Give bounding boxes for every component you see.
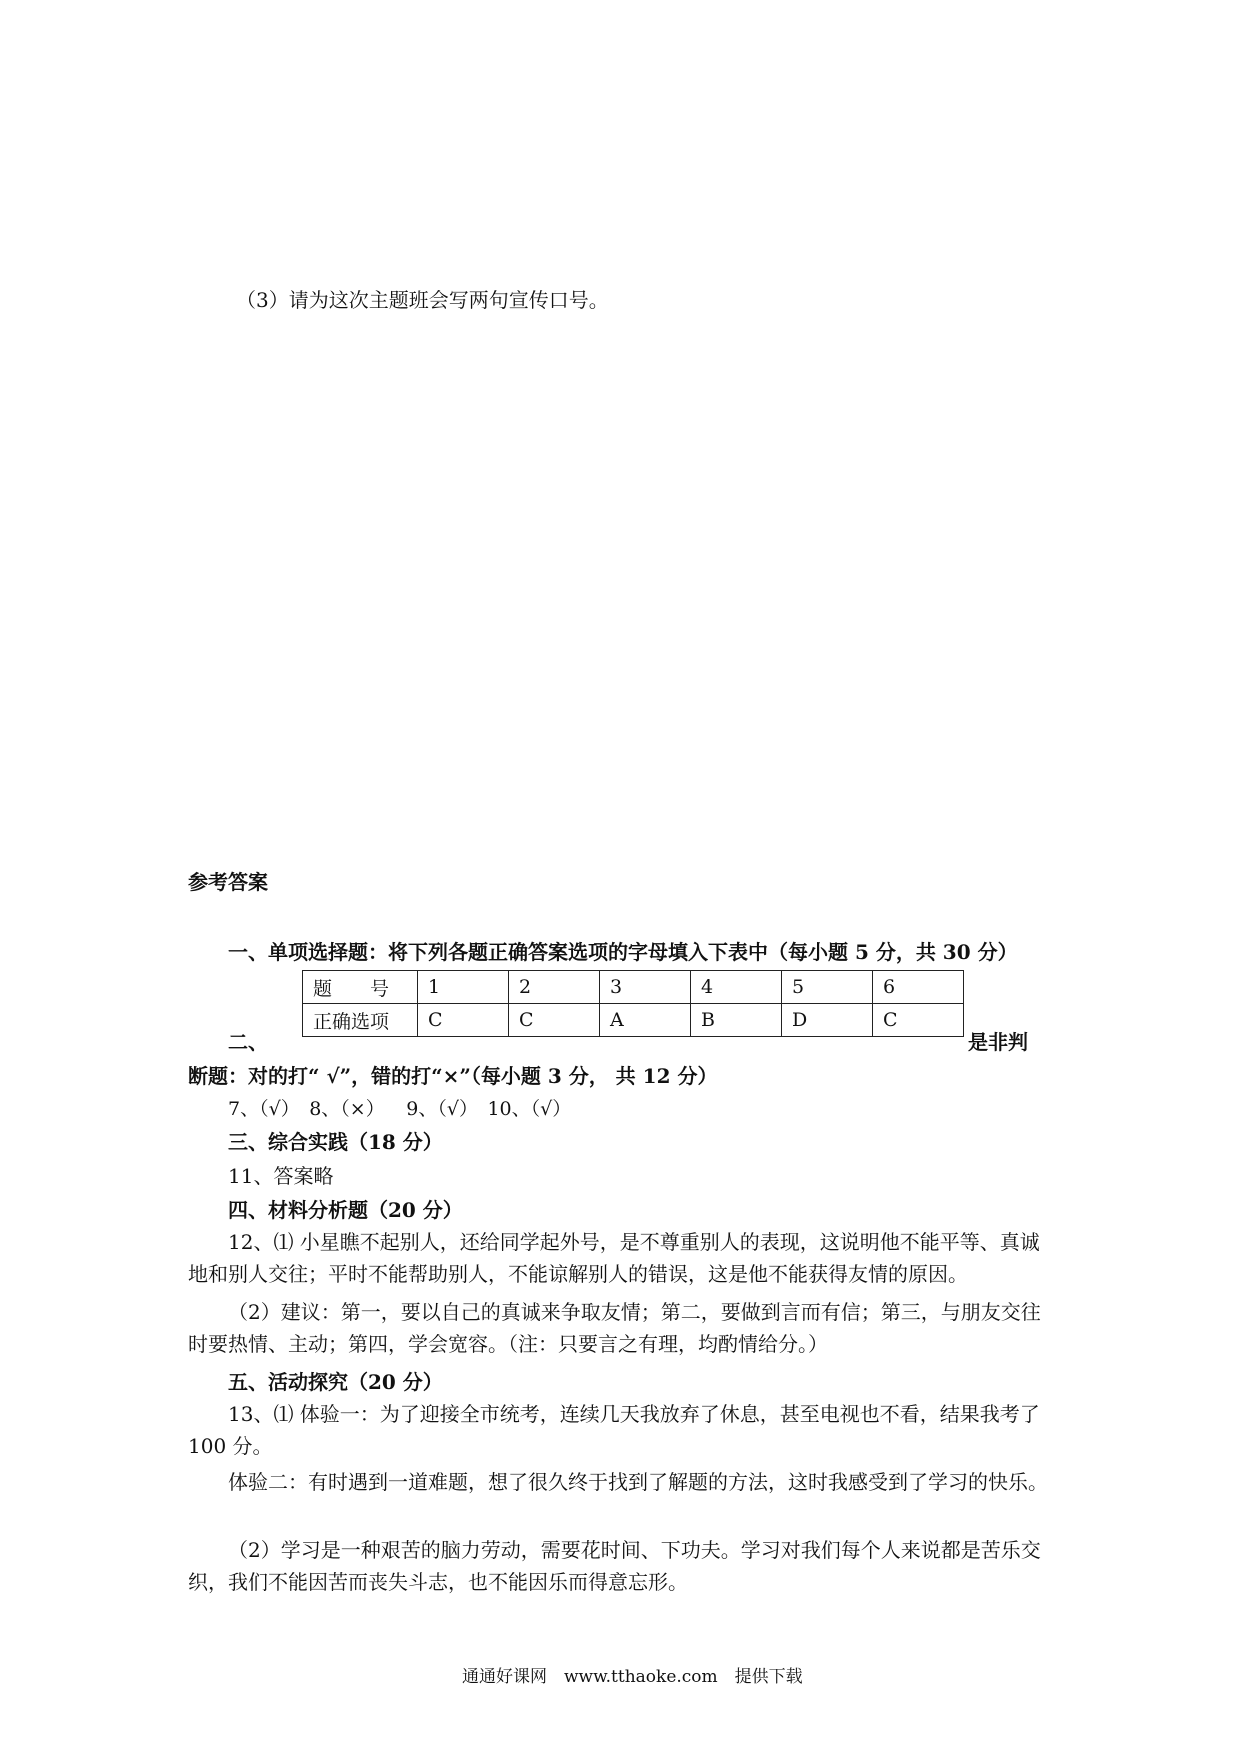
answer-13-part1: 13、⑴ 体验一：为了迎接全市统考，连续几天我放弃了休息，甚至电视也不看，结果我考了 100 分。 [188, 1402, 1040, 1458]
answer-title: 参考答案 [188, 870, 268, 894]
section1-heading: 一、单项选择题：将下列各题正确答案选项的字母填入下表中（每小题 5 分，共 30 分） [228, 940, 1018, 964]
table-cell-number: 6 [873, 971, 964, 1004]
section4-heading: 四、材料分析题（20 分） [228, 1198, 463, 1222]
table-cell-answer: B [691, 1004, 782, 1037]
table-header-number: 题 号 [303, 971, 418, 1004]
answer-11: 11、答案略 [228, 1164, 334, 1188]
page-footer: 通通好课网 www.tthaoke.com 提供下载 [462, 1667, 803, 1687]
table-cell-answer: D [782, 1004, 873, 1037]
table-row-numbers [303, 971, 964, 1004]
table-header-answer: 正确选项 [303, 1004, 418, 1037]
section5-heading: 五、活动探究（20 分） [228, 1370, 443, 1394]
table-cell-number: 1 [418, 971, 509, 1004]
answer-12-part1: 12、⑴ 小星瞧不起别人，还给同学起外号，是不尊重别人的表现，这说明他不能平等、真诚地和别人交往；平时不能帮助别人，不能谅解别人的错误，这是他不能获得友情的原因。 [188, 1230, 1040, 1286]
section3-heading: 三、综合实践（18 分） [228, 1130, 443, 1154]
answer-13-experience2: 体验二：有时遇到一道难题，想了很久终于找到了解题的方法，这时我感受到了学习的快乐。 [228, 1470, 1048, 1494]
table-cell-number: 2 [509, 971, 600, 1004]
question-3: （3）请为这次主题班会写两句宣传口号。 [236, 288, 609, 312]
table-row-answers [303, 1004, 964, 1037]
table-cell-answer: C [418, 1004, 509, 1037]
answer-table [302, 970, 964, 1037]
table-cell-answer: C [873, 1004, 964, 1037]
section2-heading-middle: 是非判 [968, 1030, 1028, 1054]
section2-heading-end: 断题：对的打“ √”，错的打“×”（每小题 3 分， 共 12 分） [188, 1064, 718, 1088]
table-cell-number: 5 [782, 971, 873, 1004]
table-cell-answer: C [509, 1004, 600, 1037]
answer-13-part2: （2）学习是一种艰苦的脑力劳动，需要花时间、下功夫。学习对我们每个人来说都是苦乐交织，我们不能因苦而丧失斗志，也不能因乐而得意忘形。 [188, 1538, 1041, 1594]
table-cell-number: 4 [691, 971, 782, 1004]
answer-12-part2: （2）建议：第一，要以自己的真诚来争取友情；第二，要做到言而有信；第三，与朋友交往时要热情、主动；第四，学会宽容。（注：只要言之有理，均酌情给分。） [188, 1300, 1041, 1356]
table-cell-answer: A [600, 1004, 691, 1037]
table-cell-number: 3 [600, 971, 691, 1004]
section2-heading-start: 二、 [228, 1030, 268, 1054]
true-false-answers: 7、（√） 8、（×） 9、（√） 10、（√） [228, 1098, 572, 1120]
